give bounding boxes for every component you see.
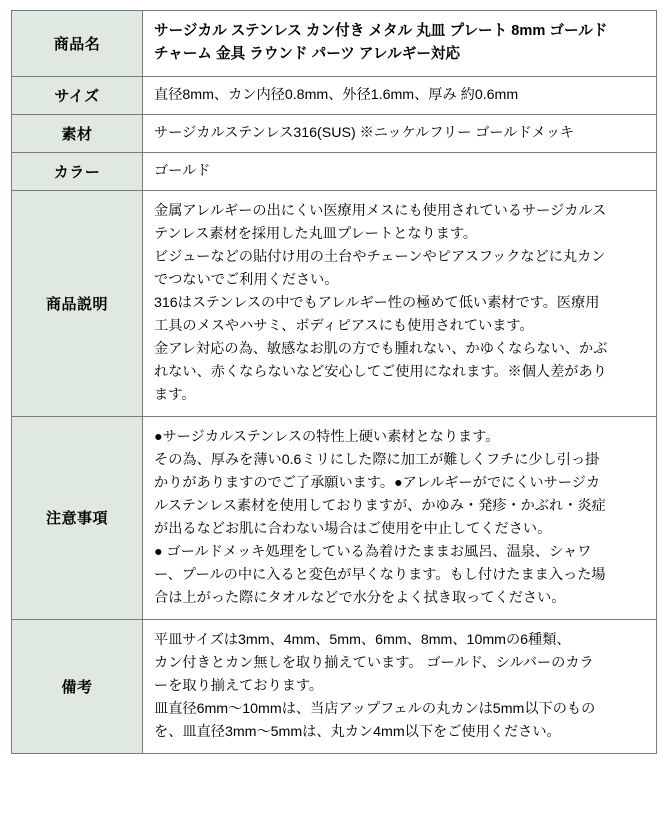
text-line: 金属アレルギーの出にくい医療用メスにも使用されているサージカルス [154, 202, 607, 219]
text-line: 直径8mm、カン内径0.8mm、外径1.6mm、厚み 約0.6mm [154, 86, 519, 103]
text-line: ます。 [154, 386, 196, 403]
table-row [12, 152, 657, 190]
text-line: サージカル ステンレス カン付き メタル 丸皿 プレート 8mm ゴールド [154, 23, 608, 39]
text-line: 金アレ対応の為、敏感なお肌の方でも腫れない、かゆくならない、かぶ [154, 340, 608, 357]
row-label-precautions: 注意事項 [12, 416, 143, 619]
row-label-color: カラー [12, 152, 143, 190]
text-line: チャーム 金具 ラウンド パーツ アレルギー対応 [154, 46, 461, 63]
text-line: ● ゴールドメッキ処理をしている為着けたままお風呂、温泉、シャワ [154, 543, 592, 560]
text-line: カン付きとカン無しを取り揃えています。 ゴールド、シルバーのカラ [154, 654, 594, 671]
row-value-color [143, 152, 657, 190]
row-label-remarks: 備考 [12, 619, 143, 753]
row-label-size: サイズ [12, 76, 143, 114]
text-line: その為、厚みを薄い0.6ミリにした際に加工が難しくフチに少し引っ掛 [154, 451, 600, 468]
text-line: かりがありますのでご了承願います。●アレルギーがでにくいサージカ [154, 474, 601, 491]
row-value-description [143, 190, 657, 416]
row-value-precautions [143, 416, 657, 619]
text-line: ーを取り揃えております。 [154, 677, 324, 694]
text-line: ー、プールの中に入ると変色が早くなります。もし付けたまま入った場 [154, 566, 606, 583]
row-label-material: 素材 [12, 114, 143, 152]
text-line: ゴールド [154, 162, 211, 179]
text-line: テンレス素材を採用した丸皿プレートとなります。 [154, 225, 478, 242]
product-spec-table [11, 10, 657, 754]
table-row [12, 114, 657, 152]
text-line: 平皿サイズは3mm、4mm、5mm、6mm、8mm、10mmの6種類、 [154, 631, 571, 648]
text-line: サージカルステンレス316(SUS) ※ニッケルフリー ゴールドメッキ [154, 124, 575, 141]
table-row [12, 11, 657, 77]
row-label-product-name: 商品名 [12, 11, 143, 77]
text-line: を、皿直径3mm〜5mmは、丸カン4mm以下をご使用ください。 [154, 723, 561, 740]
table-row [12, 416, 657, 619]
text-line: ルステンレス素材を使用しておりますが、かゆみ・発疹・かぶれ・炎症 [154, 497, 606, 514]
text-line: ●サージカルステンレスの特性上硬い素材となります。 [154, 428, 500, 445]
row-label-description: 商品説明 [12, 190, 143, 416]
text-line: れない、赤くならないなど安心してご使用になれます。※個人差があり [154, 363, 607, 380]
row-value-size [143, 76, 657, 114]
row-value-remarks [143, 619, 657, 753]
text-line: 316はステンレスの中でもアレルギー性の極めて低い素材です。医療用 [154, 294, 600, 311]
text-line: が出るなどお肌に合わない場合はご使用を中止してください。 [154, 520, 552, 537]
text-line: 合は上がった際にタオルなどで水分をよく拭き取ってください。 [154, 589, 566, 606]
table-row [12, 190, 657, 416]
table-row [12, 619, 657, 753]
text-line: 工具のメスやハサミ、ボディピアスにも使用されています。 [154, 317, 534, 334]
product-spec-table-body [12, 11, 657, 754]
row-value-product-name [143, 11, 657, 77]
row-value-material [143, 114, 657, 152]
text-line: でつないでご利用ください。 [154, 271, 339, 288]
text-line: 皿直径6mm〜10mmは、当店アップフェルの丸カンは5mm以下のもの [154, 700, 596, 717]
text-line: ビジューなどの貼付け用の土台やチェーンやピアスフックなどに丸カン [154, 248, 606, 265]
table-row [12, 76, 657, 114]
